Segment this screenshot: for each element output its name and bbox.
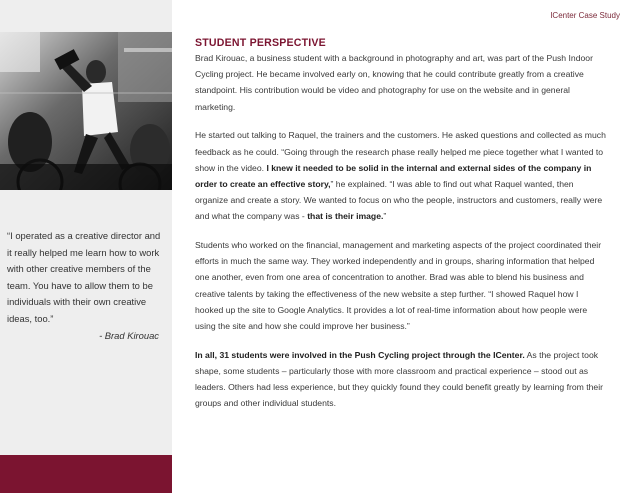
pull-quote [7,228,165,344]
paragraph-2-c: ” he explained. “I was able to find out what Raquel wanted, then organize and create a story. We wanted to focus on who the people, instructors and customers, really were and what the company was - [195,178,603,222]
main-content [195,37,607,424]
paragraph-3: Students who worked on the financial, management and marketing aspects of the project coordinated their efforts in much the same way. They worked independently and in groups, sharing information that helped one another, even from one area of concentration to another. Brad was able to blend his business and creative talents by taking the effectiveness of the new website a step further. “I showed Raquel how I hooked up the site to Google Analytics. It provides a lot of real-time information about how people were using the site and how she could improve her business.” [195,240,602,332]
pull-quote-text: “I operated as a creative director and it really helped me learn how to work with other creative members of the team. You have to allow them to be individuals with their own creative ideas, too.” [7,230,161,324]
paragraph-2-bold-1: I knew it needed to be solid in the internal and external sides of the company in order to create an effective story, [195,162,592,189]
sidebar [0,0,172,493]
quote-attribution: - Brad Kirouac [99,329,159,341]
section-title: STUDENT PERSPECTIVE [195,37,326,49]
photo-illustration [0,32,172,190]
paragraph-2-bold-2: that is their image. [307,211,384,222]
header-label: ICenter Case Study [550,11,620,20]
paragraph-2-e: ” [383,211,387,222]
spin-class-photo [0,32,172,190]
paragraph-4-bold: In all, 31 students were involved in the Push Cycling project through the ICenter. [195,349,525,360]
accent-bar [0,455,172,493]
paragraph-1: Brad Kirouac, a business student with a background in photography and art, was part of the Push Indoor Cycling project. He became involved early on, knowing that he could contribute greatly from a creative standpoint. His contribution would be video and photography for use on the website and in general marketing. [195,53,593,112]
paragraph-2 [195,127,607,224]
paragraph-4 [195,347,607,412]
paragraph-4-b: As the project took shape, some students – particularly those with more classroom and practical experience – stood out as leaders. Others had less experience, but they quickly found they could benefit greatly by learning from their groups and other individual students. [195,349,603,409]
paragraph-2-a: He started out talking to Raquel, the trainers and the customers. He asked questions and collected as much feedback as he could. “Going through the research phase really helped me piece together what I wanted to show in the video. [195,130,606,173]
